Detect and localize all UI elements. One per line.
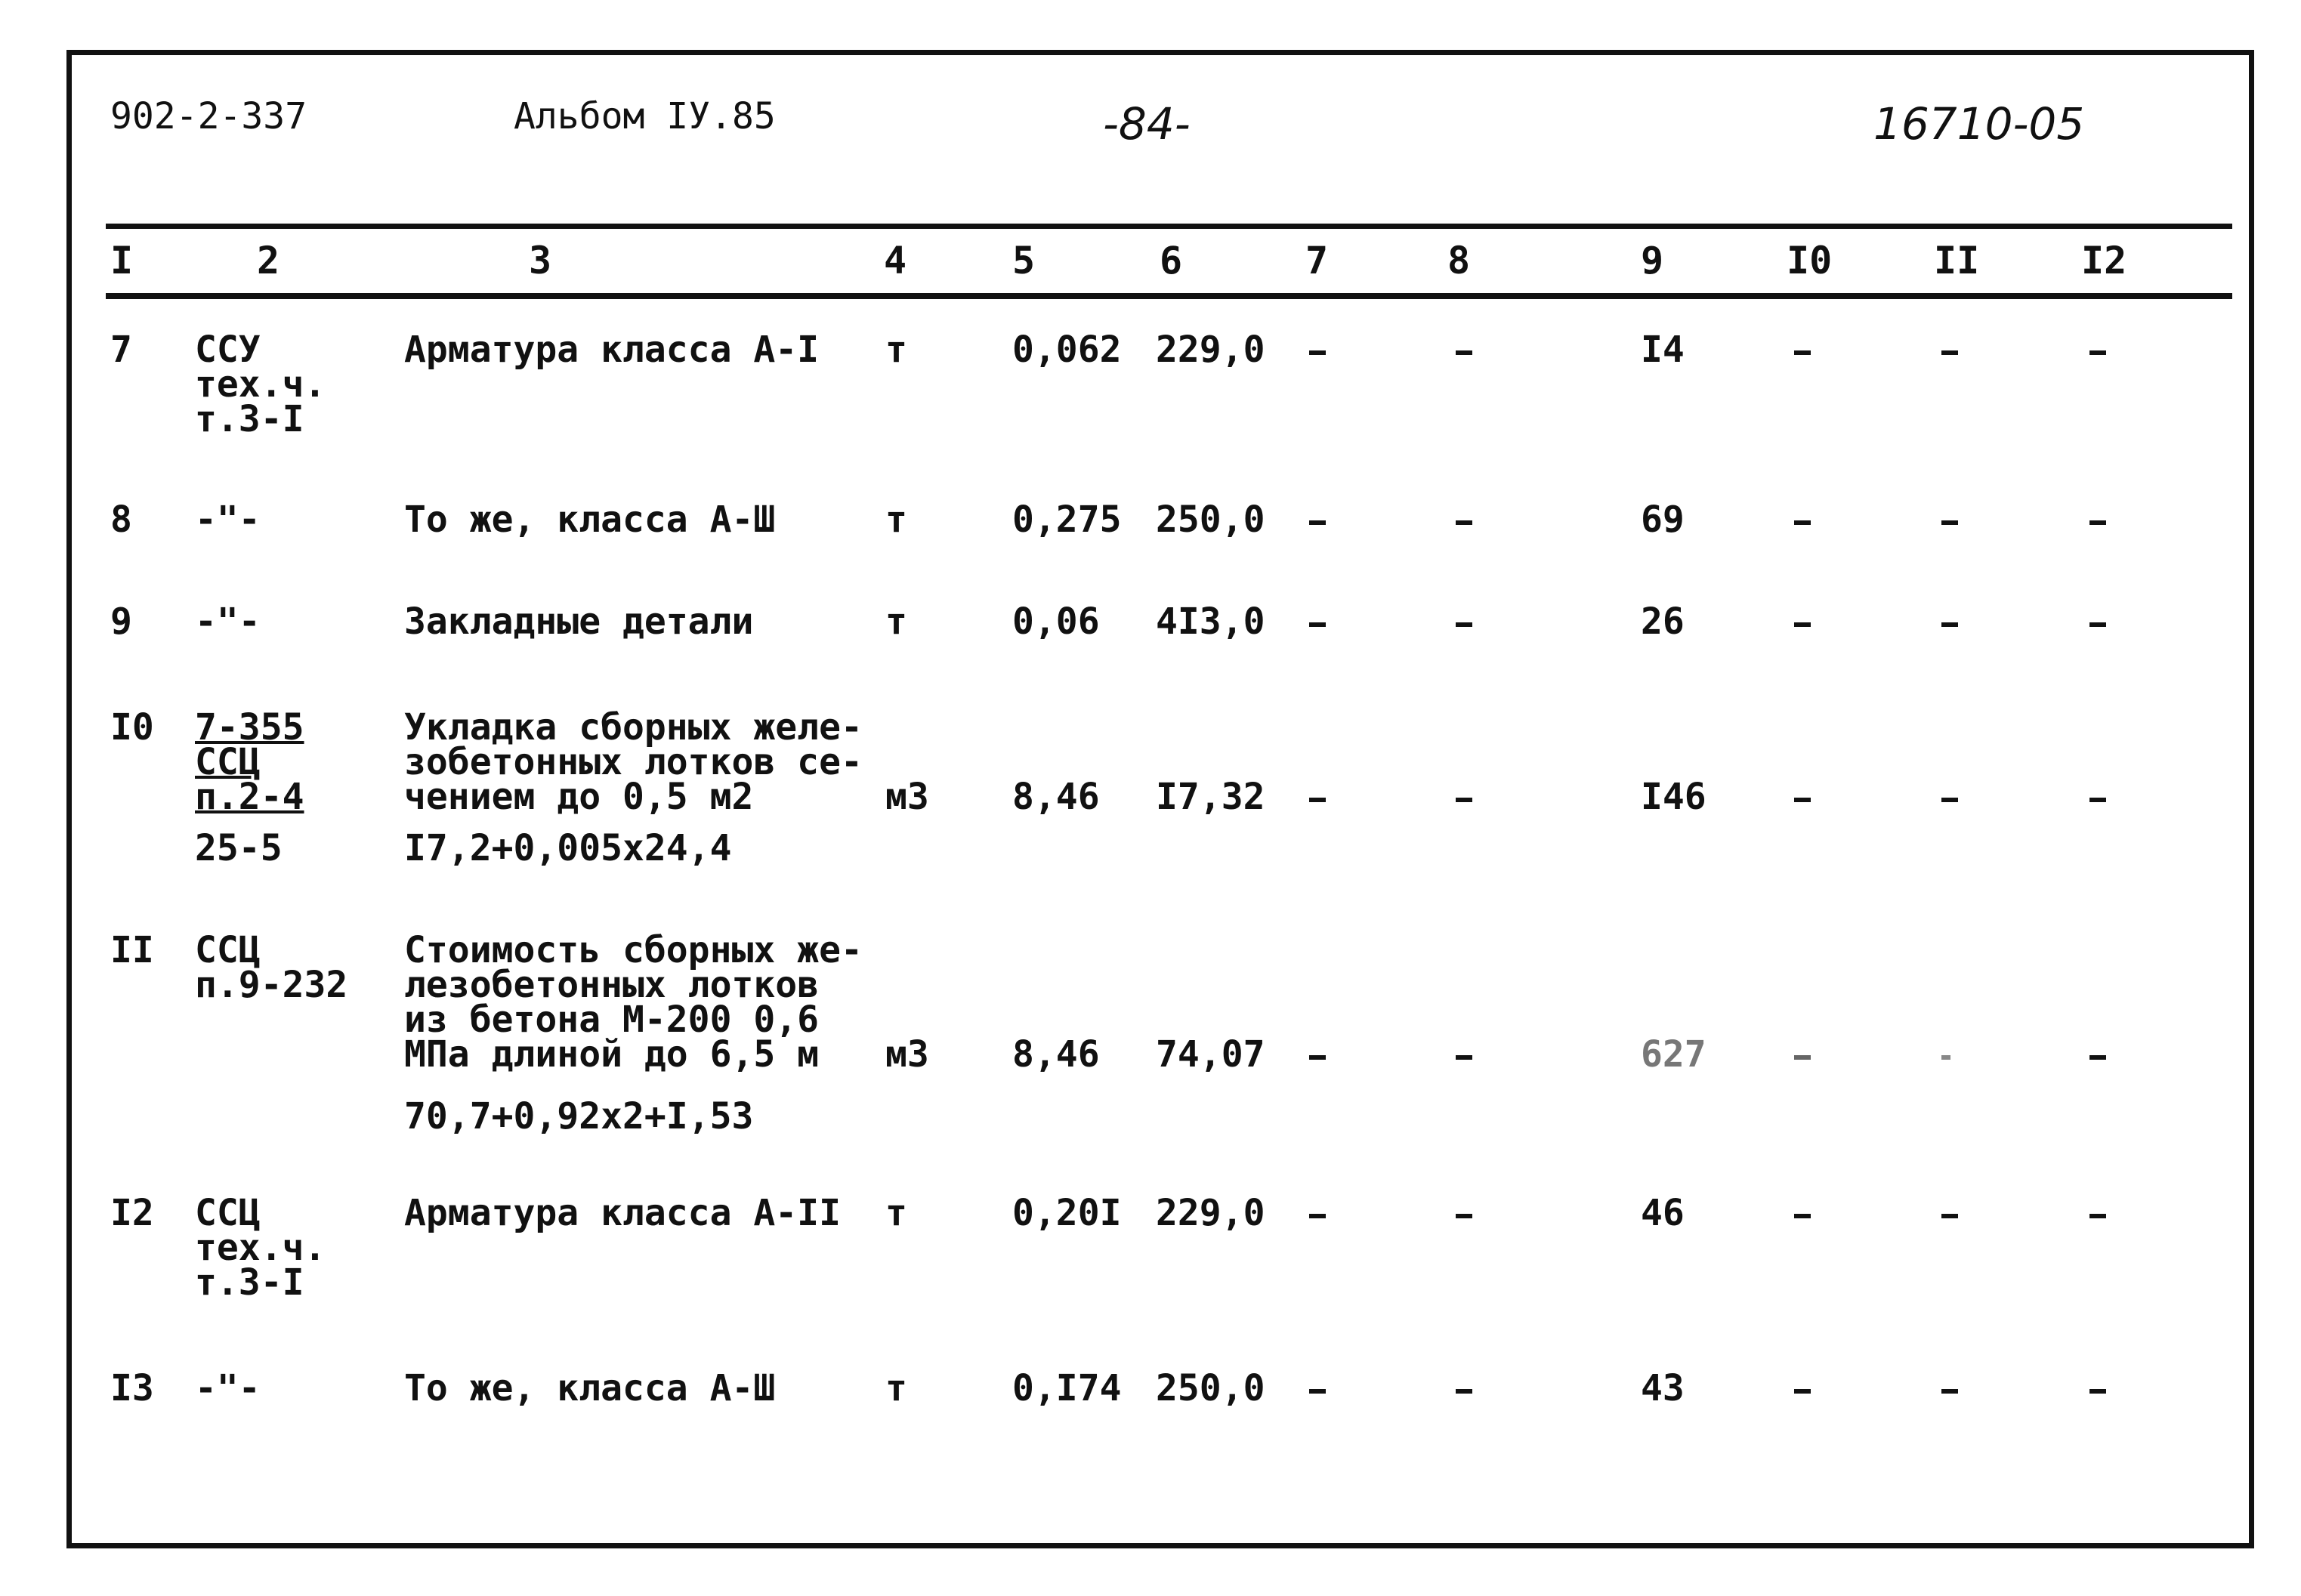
row-description: То же, класса А-Ш	[404, 1367, 776, 1409]
row-quantity: 8,46	[1012, 776, 1100, 818]
empty-dash	[2089, 350, 2106, 355]
row-number: I0	[110, 706, 154, 749]
empty-dash	[1941, 520, 1958, 525]
row-description: лезобетонных лотков	[404, 964, 820, 1006]
empty-dash	[1309, 520, 1326, 525]
empty-dash	[1941, 1214, 1958, 1218]
row-unit-price: 250,0	[1156, 1367, 1265, 1409]
col-header-6: 6	[1160, 239, 1183, 282]
row-description: Арматура класса А-II	[404, 1192, 841, 1234]
row-description: Закладные детали	[404, 600, 754, 643]
empty-dash	[1309, 798, 1326, 802]
row-quantity: 0,062	[1012, 329, 1122, 371]
row-unit: т	[885, 1367, 907, 1409]
header-bottom-rule	[106, 293, 2232, 299]
row-number: II	[110, 929, 154, 971]
col-header-9: 9	[1641, 239, 1664, 282]
row-ref-line: ССЦ	[195, 929, 261, 971]
empty-dash	[1941, 622, 1958, 627]
row-quantity: 0,275	[1012, 499, 1122, 541]
row-unit: т	[885, 329, 907, 371]
empty-dash	[1941, 1389, 1958, 1394]
row-ref-line: 25-5	[195, 827, 283, 869]
row-formula: I7,2+0,005х24,4	[404, 827, 732, 869]
row-ref-line: т.3-I	[195, 398, 304, 440]
row-ref-line: тех.ч.	[195, 363, 326, 406]
page-number: -84-	[1103, 98, 1191, 150]
row-description: чением до 0,5 м2	[404, 776, 754, 818]
row-unit-price: 229,0	[1156, 329, 1265, 371]
row-ref-line: тех.ч.	[195, 1227, 326, 1269]
empty-dash	[1941, 350, 1958, 355]
row-ref-line: п.2-4	[195, 776, 304, 818]
row-description: Укладка сборных желе-	[404, 706, 863, 749]
empty-dash	[1941, 798, 1958, 802]
empty-dash	[1456, 798, 1472, 802]
empty-dash	[1309, 1055, 1326, 1060]
row-unit: м3	[885, 776, 929, 818]
row-unit: м3	[885, 1033, 929, 1076]
col-header-12: I2	[2081, 239, 2127, 282]
col-header-2: 2	[257, 239, 280, 282]
empty-dash	[2089, 1055, 2106, 1060]
empty-dash	[1794, 1055, 1811, 1060]
row-ref-line: -"-	[195, 600, 261, 643]
row-col9-value: I46	[1641, 776, 1706, 818]
row-col9-value: 46	[1641, 1192, 1685, 1234]
empty-dash	[2089, 1214, 2106, 1218]
row-description: То же, класса А-Ш	[404, 499, 776, 541]
row-quantity: 0,I74	[1012, 1367, 1122, 1409]
row-quantity: 0,06	[1012, 600, 1100, 643]
empty-dash	[2089, 622, 2106, 627]
row-number: I3	[110, 1367, 154, 1409]
empty-dash	[1794, 520, 1811, 525]
row-ref-line: т.3-I	[195, 1261, 304, 1304]
empty-dash	[1794, 622, 1811, 627]
row-number: 7	[110, 329, 132, 371]
album-label: Альбом IУ.85	[514, 95, 776, 137]
empty-dash	[1309, 622, 1326, 627]
col-header-10: I0	[1787, 239, 1833, 282]
empty-dash	[1794, 350, 1811, 355]
doc-code: 902-2-337	[110, 95, 307, 137]
row-ref-line: ССЦ	[195, 1192, 261, 1234]
row-number: 9	[110, 600, 132, 643]
col-header-4: 4	[884, 239, 907, 282]
empty-dash	[1794, 1214, 1811, 1218]
archive-stamp: 16710-05	[1873, 98, 2085, 150]
row-unit-price: I7,32	[1156, 776, 1265, 818]
row-col9-value: 627	[1641, 1033, 1706, 1076]
col-header-11: II	[1934, 239, 1980, 282]
col-header-1: I	[110, 239, 134, 282]
row-description: Стоимость сборных же-	[404, 929, 863, 971]
empty-dash	[1456, 1214, 1472, 1218]
row-ref-line: п.9-232	[195, 964, 348, 1006]
row-ref-line: ССУ	[195, 329, 261, 371]
row-unit: т	[885, 1192, 907, 1234]
row-col9-value: 26	[1641, 600, 1685, 643]
row-number: I2	[110, 1192, 154, 1234]
row-ref-line: ССЦ	[195, 741, 261, 783]
empty-dash	[1309, 350, 1326, 355]
col-header-8: 8	[1447, 239, 1471, 282]
col-header-3: 3	[529, 239, 552, 282]
empty-dash	[1456, 1389, 1472, 1394]
empty-dash	[2089, 1389, 2106, 1394]
empty-dash	[2089, 520, 2106, 525]
row-col9-value: I4	[1641, 329, 1685, 371]
empty-dash	[1456, 1055, 1472, 1060]
row-unit-price: 229,0	[1156, 1192, 1265, 1234]
row-description: из бетона М-200 0,6	[404, 999, 820, 1041]
empty-dash	[1456, 622, 1472, 627]
row-col9-value: 69	[1641, 499, 1685, 541]
row-col9-value: 43	[1641, 1367, 1685, 1409]
row-unit-price: 250,0	[1156, 499, 1265, 541]
row-quantity: 0,20I	[1012, 1192, 1122, 1234]
header-top-rule	[106, 224, 2232, 229]
col-header-7: 7	[1305, 239, 1329, 282]
empty-dash	[1794, 1389, 1811, 1394]
empty-dash	[1941, 1055, 1950, 1060]
row-description: зобетонных лотков се-	[404, 741, 863, 783]
empty-dash	[1794, 798, 1811, 802]
row-ref-line: 7-355	[195, 706, 304, 749]
empty-dash	[1456, 520, 1472, 525]
empty-dash	[1309, 1214, 1326, 1218]
row-ref-line: -"-	[195, 1367, 261, 1409]
row-unit-price: 4I3,0	[1156, 600, 1265, 643]
row-description: МПа длиной до 6,5 м	[404, 1033, 820, 1076]
row-unit: т	[885, 600, 907, 643]
empty-dash	[1309, 1389, 1326, 1394]
row-ref-line: -"-	[195, 499, 261, 541]
row-unit-price: 74,07	[1156, 1033, 1265, 1076]
row-formula: 70,7+0,92х2+I,53	[404, 1095, 754, 1138]
empty-dash	[1456, 350, 1472, 355]
row-unit: т	[885, 499, 907, 541]
row-description: Арматура класса А-I	[404, 329, 820, 371]
row-quantity: 8,46	[1012, 1033, 1100, 1076]
col-header-5: 5	[1012, 239, 1036, 282]
empty-dash	[2089, 798, 2106, 802]
row-number: 8	[110, 499, 132, 541]
